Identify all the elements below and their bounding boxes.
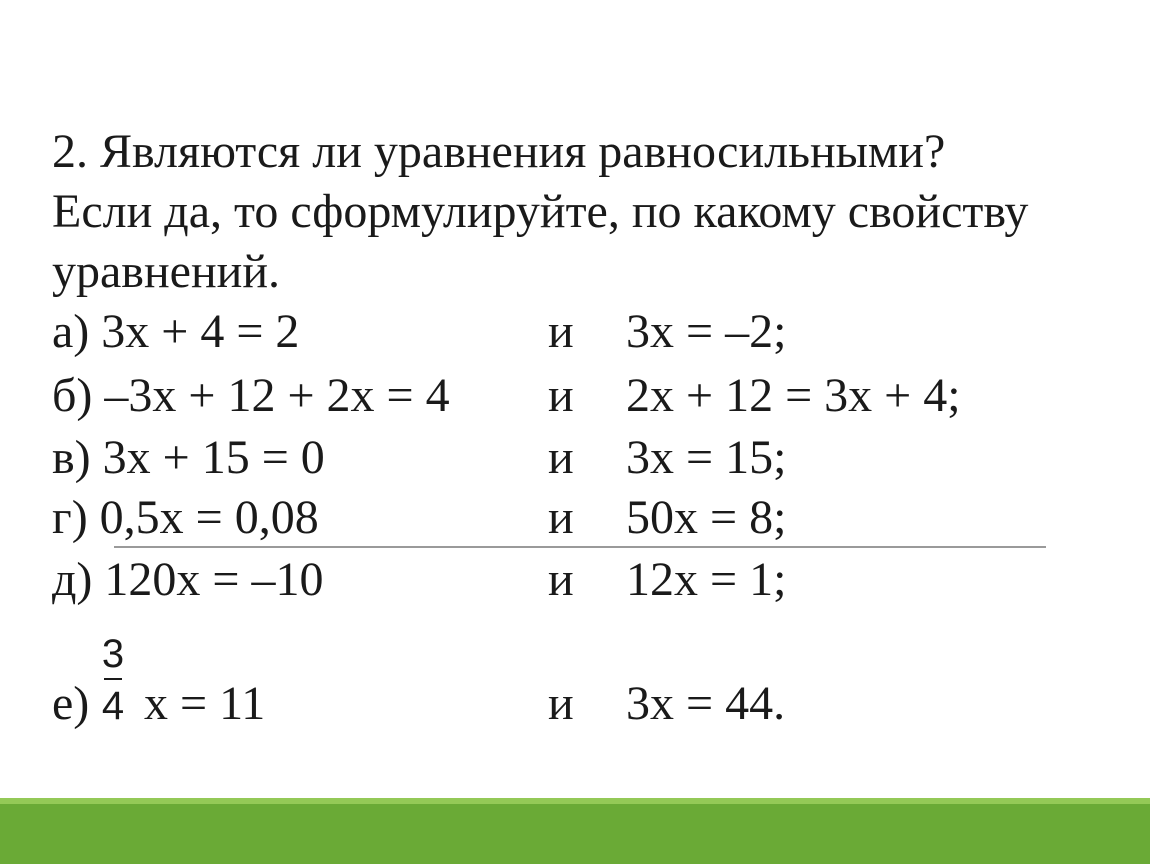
question-line-2: Если да, то сформулируйте, по какому свойству — [52, 185, 1029, 238]
equation-row-b — [52, 366, 1132, 426]
conjunction: и — [548, 491, 574, 544]
equation-left: б) –3х + 12 + 2х = 4 — [52, 369, 450, 422]
conjunction: и — [548, 553, 574, 606]
equation-left-rest: х = 11 — [144, 677, 266, 730]
fraction-bar — [104, 678, 122, 680]
equation-left: а) 3х + 4 = 2 — [52, 305, 300, 358]
conjunction: и — [548, 677, 574, 730]
conjunction: и — [548, 305, 574, 358]
equation-row-e — [52, 632, 1132, 734]
footer-band — [0, 798, 1150, 864]
conjunction: и — [548, 431, 574, 484]
equation-right: 3х = 15; — [626, 431, 787, 484]
equation-row-g — [52, 488, 1132, 548]
question-text — [52, 122, 1132, 302]
equation-left: в) 3х + 15 = 0 — [52, 431, 325, 484]
equation-right: 3х = 44. — [626, 677, 786, 730]
fraction-denominator: 4 — [101, 684, 125, 728]
equation-left: д) 120х = –10 — [52, 553, 324, 606]
divider-line — [114, 546, 1046, 548]
equation-row-d — [52, 550, 1132, 610]
equation-row-v — [52, 428, 1132, 488]
question-line-3: уравнений. — [52, 245, 281, 298]
equation-right: 2х + 12 = 3х + 4; — [626, 369, 961, 422]
equation-letter: е) — [52, 677, 90, 730]
question-line-1: 2. Являются ли уравнения равносильными? — [52, 125, 946, 178]
equation-right: 3х = –2; — [626, 305, 787, 358]
equation-right: 12х = 1; — [626, 553, 787, 606]
fraction — [98, 634, 128, 726]
equation-right: 50х = 8; — [626, 491, 787, 544]
equation-left: г) 0,5х = 0,08 — [52, 491, 319, 544]
fraction-numerator: 3 — [101, 632, 125, 676]
conjunction: и — [548, 369, 574, 422]
footer-stripe — [0, 798, 1150, 804]
equation-row-a — [52, 302, 1132, 362]
